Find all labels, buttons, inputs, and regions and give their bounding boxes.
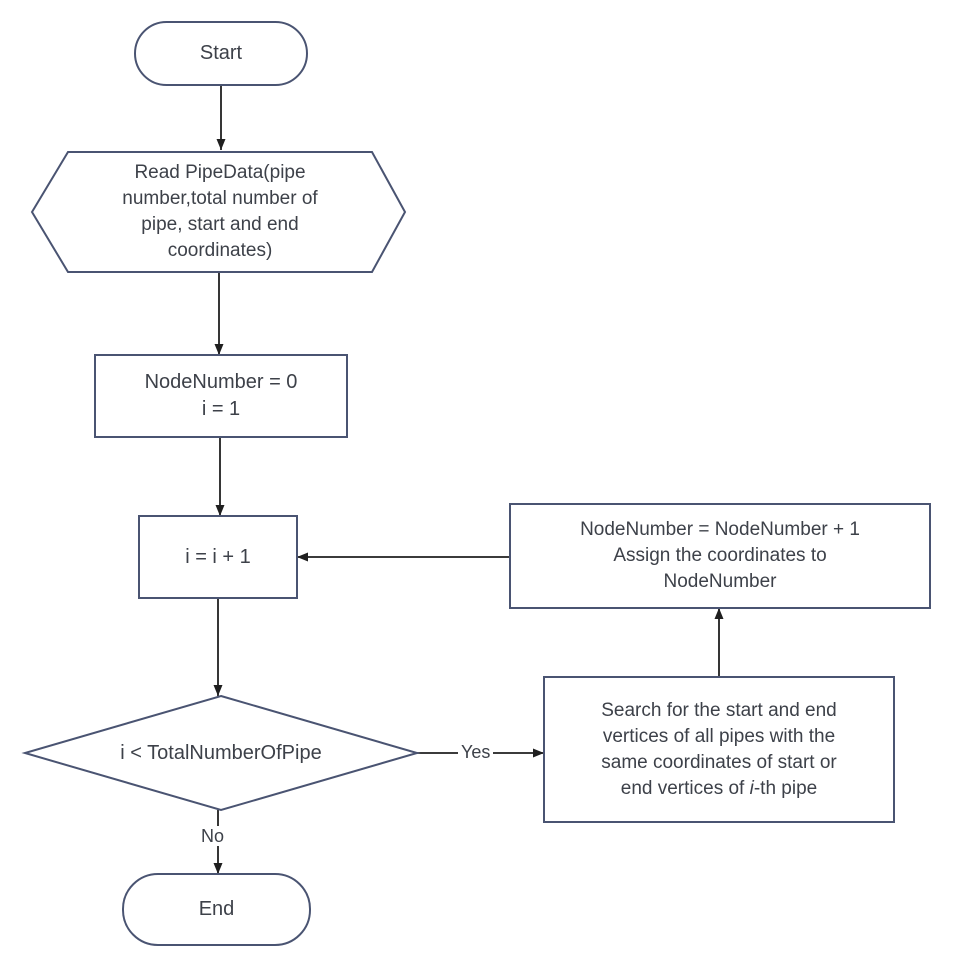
init-line-2: i = 1 — [201, 398, 241, 420]
end-terminator-shape — [123, 874, 310, 945]
increment-process-shape — [139, 516, 297, 598]
search-line-3: same coordinates of start or — [601, 751, 837, 773]
decision-diamond-shape — [25, 696, 417, 810]
start-terminator-shape — [135, 22, 307, 85]
increment-node-text: i = i + 1 — [185, 545, 251, 568]
start-node-text: Start — [199, 42, 243, 64]
search-line-4-italic-i: i — [749, 777, 754, 799]
read-line-4: coordinates) — [167, 240, 273, 261]
end-node-text: End — [198, 898, 235, 920]
search-line-1: Search for the start and end — [601, 699, 837, 721]
edge-label-yes: Yes — [458, 742, 493, 762]
assign-line-3: NodeNumber — [663, 571, 777, 592]
read-line-1: Read PipeData(pipe — [134, 162, 306, 183]
read-line-3: pipe, start and end — [141, 214, 299, 235]
read-pipedata-hexagon-shape — [32, 152, 405, 272]
assign-line-1: NodeNumber = NodeNumber + 1 — [580, 519, 860, 540]
search-line-2: vertices of all pipes with the — [602, 725, 836, 747]
read-line-2: number,total number of — [122, 188, 318, 209]
edge-label-no: No — [198, 826, 227, 846]
search-line-4-pre: end vertices of — [620, 777, 750, 799]
init-line-1: NodeNumber = 0 — [144, 371, 298, 393]
assign-process-shape — [510, 504, 930, 608]
init-process-shape — [95, 355, 347, 437]
search-process-shape — [544, 677, 894, 822]
assign-line-2: Assign the coordinates to — [613, 545, 827, 566]
search-line-4-post: -th pipe — [753, 777, 818, 799]
decision-node-text: i < TotalNumberOfPipe — [120, 741, 322, 764]
